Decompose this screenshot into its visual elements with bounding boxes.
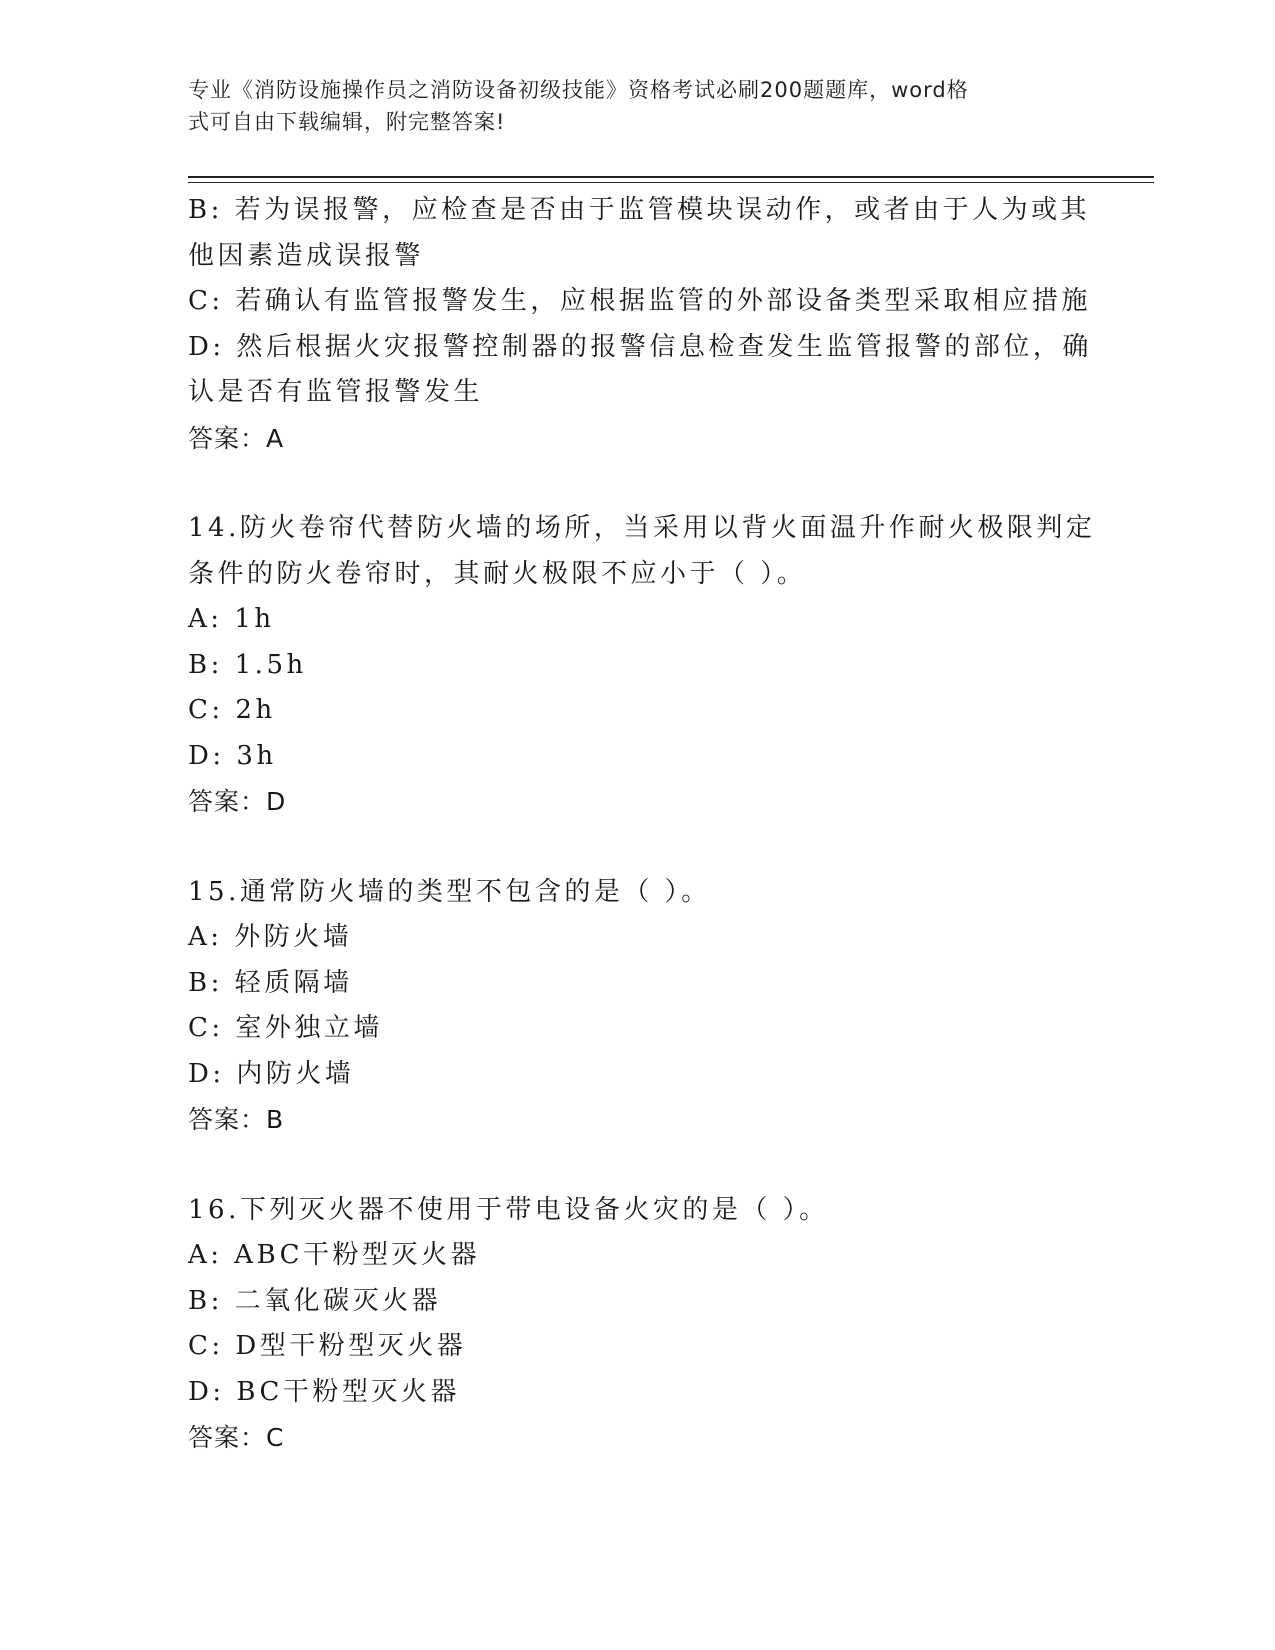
question-14 (188, 506, 1096, 825)
option-a: A: 外防火墙 (188, 922, 353, 952)
question-stem-line-2: 条件的防火卷帘时，其耐火极限不应小于（ ）。 (188, 558, 807, 589)
option-b: B: 1.5h (188, 649, 307, 680)
question-13-tail (188, 188, 1092, 461)
option-c: C: 2h (188, 695, 276, 725)
header-line-2: 式可自由下载编辑，附完整答案! (188, 110, 506, 134)
option-d-line-1: D: 然后根据火灾报警控制器的报警信息检查发生监管报警的部位，确 (188, 331, 1092, 362)
option-d: D: 3h (188, 740, 277, 771)
option-c: C: D型干粉型灭火器 (188, 1331, 467, 1361)
option-d-line-2: 认是否有监管报警发生 (188, 377, 484, 407)
spacer (188, 461, 1088, 506)
header-line-1: 专业《消防设施操作员之消防设备初级技能》资格考试必刷200题题库，word格 (188, 78, 969, 102)
question-stem-line-1: 14.防火卷帘代替防火墙的场所，当采用以背火面温升作耐火极限判定 (188, 513, 1096, 543)
answer: 答案：D (188, 787, 287, 816)
question-content (188, 188, 1096, 1461)
question-stem: 16.下列灭火器不使用于带电设备火灾的是（ ）。 (188, 1194, 829, 1225)
option-a: A: ABC干粉型灭火器 (188, 1240, 481, 1270)
answer: 答案：C (188, 1423, 285, 1452)
option-d: D: BC干粉型灭火器 (188, 1376, 460, 1407)
spacer (188, 825, 1088, 870)
answer: 答案：A (188, 423, 285, 453)
header-divider-thick (188, 176, 1154, 178)
option-c: C: 若确认有监管报警发生，应根据监管的外部设备类型采取相应措施 (188, 286, 1091, 316)
header-divider-thin (188, 182, 1154, 183)
document-header (188, 74, 1068, 138)
option-b: B: 轻质隔墙 (188, 967, 353, 998)
option-d: D: 内防火墙 (188, 1058, 355, 1089)
spacer (188, 1143, 1088, 1188)
question-stem: 15.通常防火墙的类型不包含的是（ ）。 (188, 876, 711, 907)
option-b: B: 二氧化碳灭火器 (188, 1285, 442, 1316)
option-a: A: 1h (188, 604, 275, 634)
option-b-line-1: B: 若为误报警，应检查是否由于监管模块误动作，或者由于人为或其 (188, 195, 1091, 225)
question-15 (188, 870, 1088, 1143)
answer: 答案：B (188, 1105, 285, 1134)
option-c: C: 室外独立墙 (188, 1013, 383, 1043)
option-b-line-2: 他因素造成误报警 (188, 240, 425, 271)
question-16 (188, 1188, 1088, 1461)
